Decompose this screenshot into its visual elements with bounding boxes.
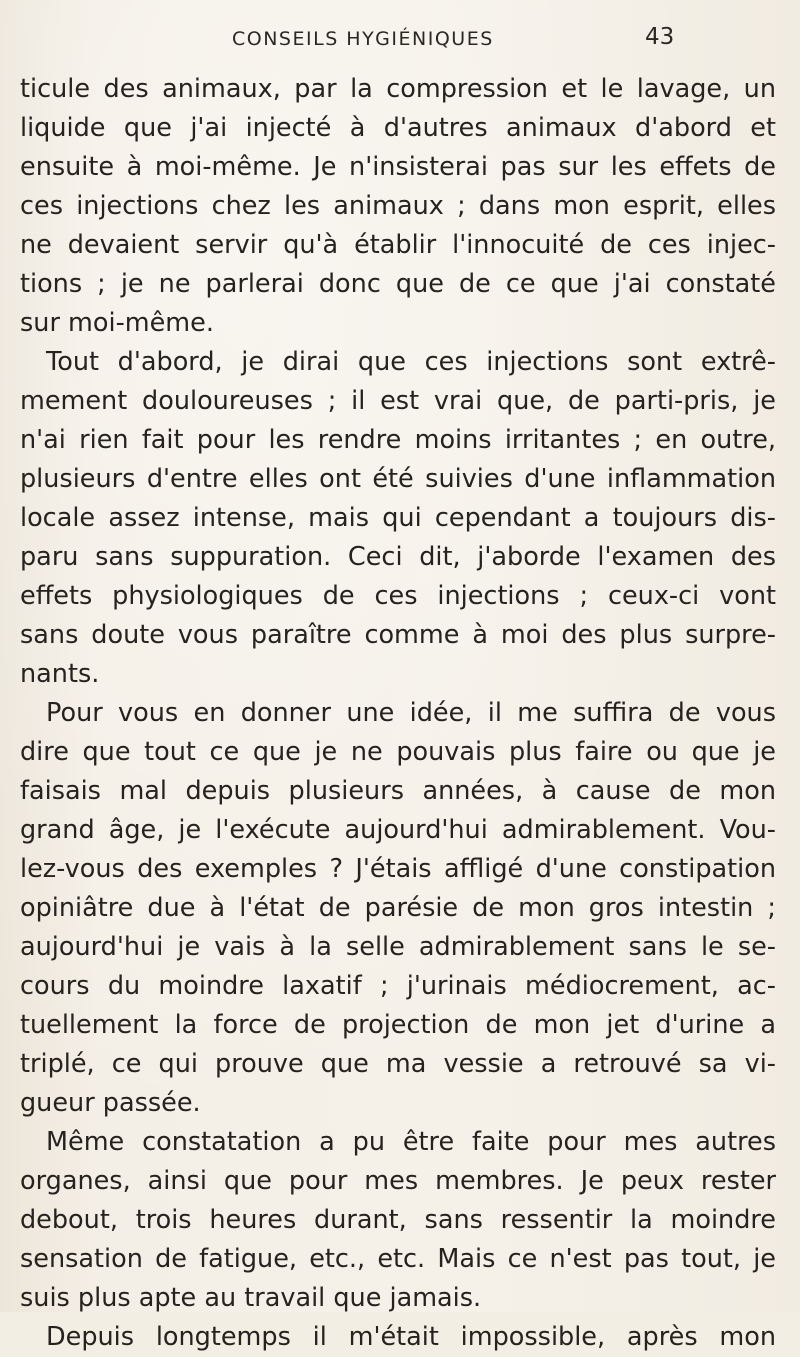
- text-line: triplé, ce qui prouve que ma vessie a retrouvé sa vi-: [20, 1049, 776, 1079]
- running-title: CONSEILS HYGIÉNIQUES: [232, 28, 494, 50]
- page-number: 43: [645, 24, 675, 50]
- text-line: tions ; je ne parlerai donc que de ce que j'ai constaté: [20, 269, 776, 299]
- text-line: Pour vous en donner une idée, il me suffira de vous: [46, 698, 776, 728]
- text-line: debout, trois heures durant, sans ressentir la moindre: [20, 1205, 776, 1235]
- paragraph: [20, 343, 776, 694]
- text-line: sur moi-même.: [20, 308, 214, 338]
- text-line: effets physiologiques de ces injections ; ceux-ci vont: [20, 581, 776, 611]
- text-line: dire que tout ce que je ne pouvais plus faire ou que je: [20, 737, 776, 767]
- text-line: sans doute vous paraître comme à moi des plus surpre-: [20, 620, 776, 650]
- paragraph: [20, 70, 776, 343]
- text-line: nants.: [20, 659, 100, 689]
- text-line: mement douloureuses ; il est vrai que, de parti-pris, je: [20, 386, 776, 416]
- text-line: Depuis longtemps il m'était impossible, après mon: [46, 1322, 776, 1352]
- text-line: sensation de fatigue, etc., etc. Mais ce n'est pas tout, je: [20, 1244, 776, 1274]
- body-text: [20, 70, 776, 1357]
- text-line: faisais mal depuis plusieurs années, à cause de mon: [20, 776, 776, 806]
- text-line: liquide que j'ai injecté à d'autres animaux d'abord et: [20, 113, 776, 143]
- text-line: cours du moindre laxatif ; j'urinais médiocrement, ac-: [20, 971, 776, 1001]
- text-line: locale assez intense, mais qui cependant a toujours dis-: [20, 503, 776, 533]
- text-line: paru sans suppuration. Ceci dit, j'aborde l'examen des: [20, 542, 776, 572]
- text-line: organes, ainsi que pour mes membres. Je peux rester: [20, 1166, 776, 1196]
- text-line: aujourd'hui je vais à la selle admirablement sans le se-: [20, 932, 776, 962]
- text-line: lez-vous des exemples ? J'étais affligé d'une constipation: [20, 854, 776, 884]
- text-line: ensuite à moi-même. Je n'insisterai pas sur les effets de: [20, 152, 776, 182]
- text-line: Tout d'abord, je dirai que ces injections sont extrê-: [46, 347, 776, 377]
- text-line: opiniâtre due à l'état de parésie de mon gros intestin ;: [20, 893, 776, 923]
- text-line: Même constatation a pu être faite pour mes autres: [46, 1127, 776, 1157]
- paragraph: [20, 1318, 776, 1357]
- text-line: grand âge, je l'exécute aujourd'hui admirablement. Vou-: [20, 815, 776, 845]
- text-line: tuellement la force de projection de mon jet d'urine a: [20, 1010, 776, 1040]
- paragraph: [20, 1123, 776, 1318]
- text-line: ticule des animaux, par la compression et le lavage, un: [20, 74, 776, 104]
- text-line: ces injections chez les animaux ; dans mon esprit, elles: [20, 191, 776, 221]
- paragraph: [20, 694, 776, 1123]
- text-line: n'ai rien fait pour les rendre moins irritantes ; en outre,: [20, 425, 776, 455]
- text-line: gueur passée.: [20, 1088, 201, 1118]
- text-line: ne devaient servir qu'à établir l'innocuité de ces injec-: [20, 230, 776, 260]
- text-line: suis plus apte au travail que jamais.: [20, 1283, 482, 1313]
- running-head: [0, 24, 800, 54]
- text-line: plusieurs d'entre elles ont été suivies d'une inflammation: [20, 464, 776, 494]
